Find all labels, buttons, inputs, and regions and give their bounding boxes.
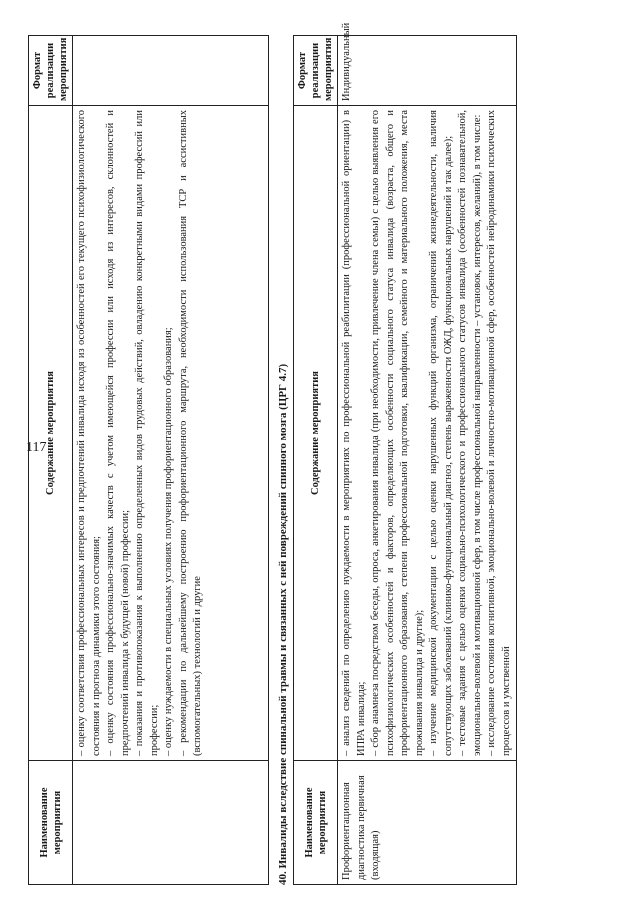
content-item: – тестовые задания с целью оценки социально-психологического и профессионального статусов инвалида (особенностей познавательной, эмоционально-волевой и мотивационной сфер, в том числе профессиональной направленности – установок, интересов, желаний), в том числе: (457, 110, 483, 756)
measure-name-cell (73, 761, 269, 885)
measure-content-cell (73, 106, 269, 761)
content-item: – анализ сведений по определению нуждаемости в мероприятиях по профессиональной реабилитации (профессиональной ориентации) в ИПРА инвалида; (341, 110, 367, 756)
content-item: – оценку состояния профессионально-значимых качеств с учетом имеющейся профессии или исходя из интересов, склонностей и предпочтений инвалида к будущей (новой) профессии; (105, 110, 131, 756)
measure-name-cell: Профориентационная диагностика первичная (входящая) (338, 761, 517, 885)
table-row (338, 36, 517, 885)
header-measure-name: Наименование мероприятия (294, 761, 338, 885)
header-measure-content: Содержание мероприятия (294, 106, 338, 761)
header-measure-format: Формат реализации мероприятия (294, 36, 338, 106)
content-item: – сбор анамнеза посредством беседы, опроса, анкетирования инвалида (при необходимости, привлечение члена семьи) с целью выявления его психофизиологических особенностей и факторов, определяющих особенности социального статуса инвалида (возраста, общего и профориентационного образования, степени профессиональной подготовки, квалификации, семейного и материального положения, места проживания инвалида и другие); (370, 110, 425, 756)
page-number: 117 (26, 440, 47, 455)
measures-table-section-40 (293, 22, 517, 885)
table-header-row (29, 36, 73, 885)
header-measure-name: Наименование мероприятия (29, 761, 73, 885)
measure-format-cell: Индивидуальный (338, 36, 517, 106)
content-item: – показания и противопоказания к выполнению определенных видов трудовых действий, овладению конкретными видами профессий или профессии; (134, 110, 160, 756)
measures-table-continued (28, 35, 269, 885)
header-measure-content: Содержание мероприятия (29, 106, 73, 761)
content-item: – изучение медицинской документации с целью оценки нарушенных функций организма, ограничений жизнедеятельности, наличия сопутствующих заболеваний (клинико-функциональный диагноз, степень выраженности ОЖД, функциональных нарушений и так далее); (428, 110, 454, 756)
content-item: – оценку соответствия профессиональных интересов и предпочтений инвалида исходя из особенностей его текущего психофизиологического состояния и прогноза динамики этого состояния; (76, 110, 102, 756)
table-row (73, 36, 269, 885)
table-header-row (294, 36, 338, 885)
content-item: – рекомендации по дальнейшему построению профориентационного маршрута, необходимости использования ТСР и ассистивных (вспомогательных) технологий и другие (177, 110, 203, 756)
content-item: – оценку нуждаемости в специальных условиях получения профориентационного образования; (163, 327, 174, 756)
measure-content-cell (338, 106, 517, 761)
measure-format-cell (73, 36, 269, 106)
content-item: – исследование состояния когнитивной, эмоционально-волевой и личностно-мотивационной сфер, особенностей нейродинамики психических процессов и умственной (486, 110, 512, 756)
header-measure-format: Формат реализации мероприятия (29, 36, 73, 106)
rotated-page-content (20, 22, 580, 885)
section-heading: 40. Инвалиды вследствие спинальной травмы и связанных с ней повреждений спинного мозга (ЦРГ 4.7) (277, 363, 289, 885)
